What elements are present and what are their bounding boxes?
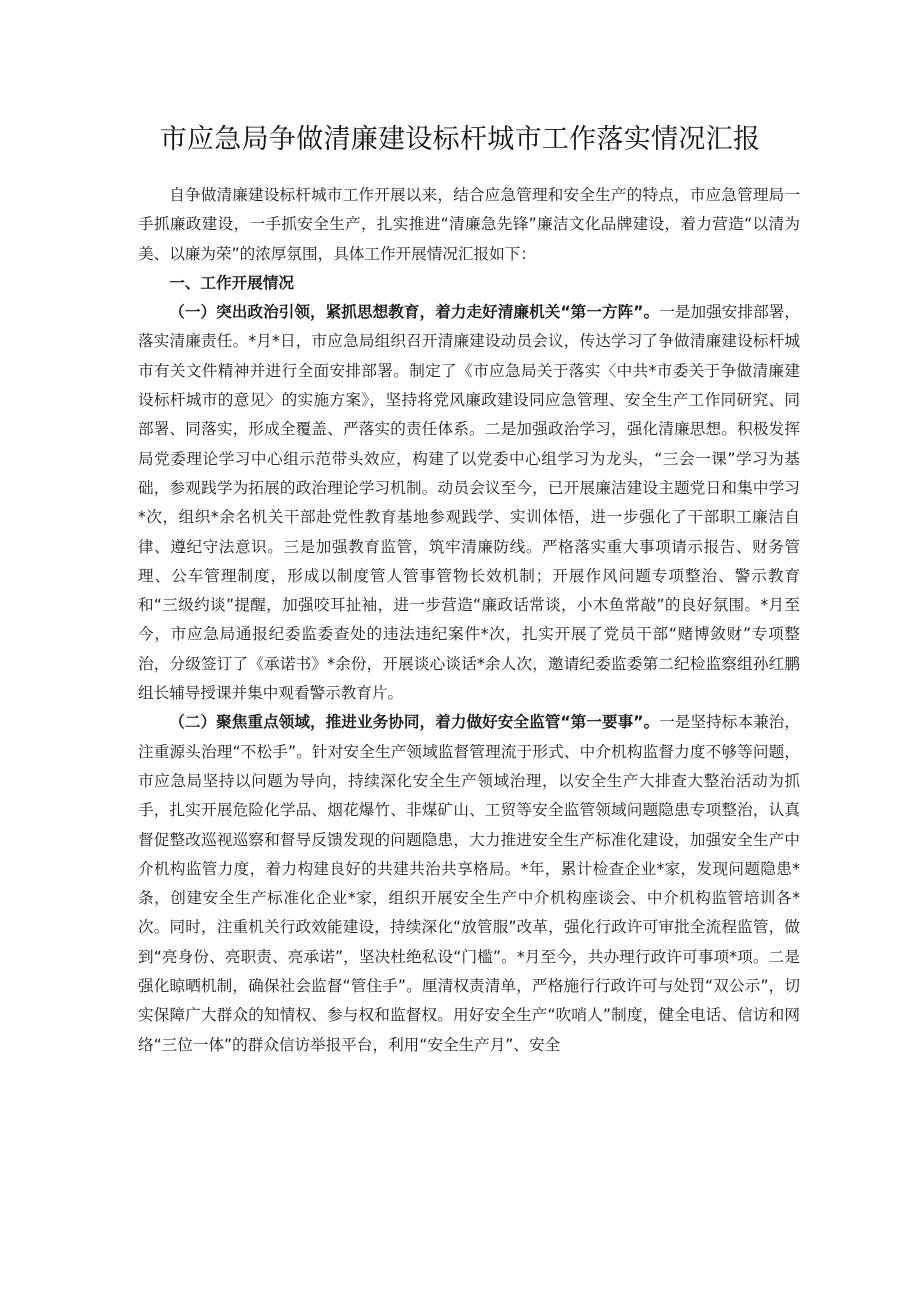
item-1-body: 一是加强安排部署，落实清廉责任。*月*日，市应急局组织召开清廉建设动员会议，传达学习了争做清廉建设标杆城市有关文件精神并进行全面安排部署。制定了《市应急局关于落实〈中共*市委关于争做清廉建设标杆城市的意见〉的实施方案》，坚持将党风廉政建设同应急管理、安全生产工作同研究、同部署、同落实，形成全覆盖、严落实的责任体系。二是加强政治学习，强化清廉思想。积极发挥局党委理论学习中心组示范带头效应，构建了以党委中心组学习为龙头，“三会一课”学习为基础，参观践学为拓展的政治理论学习机制。动员会议至今，已开展廉洁建设主题党日和集中学习*次，组织*余名机关干部赴党性教育基地参观践学、实训体悟，进一步强化了干部职工廉洁自律、遵纪守法意识。三是加强教育监管，筑牢清廉防线。严格落实重大事项请示报告、财务管理、公车管理制度，形成以制度管人管事管物长效机制；开展作风问题专项整治、警示教育和“三级约谈”提醒，加强咬耳扯袖，进一步营造“廉政话常谈，小木鱼常敲”的良好氛围。*月至今，市应急局通报纪委监委查处的违法违纪案件*次，扎实开展了党员干部“赌博敛财”专项整治，分级签订了《承诺书》*余份，开展谈心谈话*余人次，邀请纪委监委第二纪检监察组孙红鹏组长辅导授课并集中观看警示教育片。 xyxy=(138,303,800,703)
item-1-lead: （一）突出政治引领，紧抓思想教育，着力走好清廉机关“第一方阵”。 xyxy=(169,303,660,322)
section-heading-1: 一、工作开展情况 xyxy=(169,273,294,292)
item-2-lead: （二）聚焦重点领域，推进业务协同，着力做好安全监管“第一要事”。 xyxy=(169,713,660,732)
item-1-paragraph xyxy=(138,298,800,708)
document-title: 市应急局争做清廉建设标杆城市工作落实情况汇报 xyxy=(159,124,761,155)
document-body xyxy=(138,181,800,1060)
item-2-paragraph xyxy=(138,708,800,1060)
item-2-body: 一是坚持标本兼治，注重源头治理“不松手”。针对安全生产领域监督管理流于形式、中介机构监督力度不够等问题，市应急局坚持以问题为导向，持续深化安全生产领域治理，以安全生产大排查大整治活动为抓手，扎实开展危险化学品、烟花爆竹、非煤矿山、工贸等安全监管领域问题隐患专项整治，认真督促整改巡视巡察和督导反馈发现的问题隐患，大力推进安全生产标准化建设，加强安全生产中介机构监管力度，着力构建良好的共建共治共享格局。*年，累计检查企业*家，发现问题隐患*条，创建安全生产标准化企业*家，组织开展安全生产中介机构座谈会、中介机构监管培训各*次。同时，注重机关行政效能建设，持续深化“放管服”改革，强化行政许可审批全流程监管，做到“亮身份、亮职责、亮承诺”，坚决杜绝私设“门槛”。*月至今，共办理行政许可事项*项。二是强化晾晒机制，确保社会监督“管住手”。厘清权责清单，严格施行行政许可与处罚“双公示”，切实保障广大群众的知情权、参与权和监督权。用好安全生产“吹哨人”制度，健全电话、信访和网络“三位一体”的群众信访举报平台，利用“安全生产月”、安全 xyxy=(138,713,800,1054)
intro-paragraph: 自争做清廉建设标杆城市工作开展以来，结合应急管理和安全生产的特点，市应急管理局一手抓廉政建设，一手抓安全生产，扎实推进“清廉急先锋”廉洁文化品牌建设，着力营造“以清为美、以廉为荣”的浓厚氛围，具体工作开展情况汇报如下： xyxy=(138,186,800,263)
